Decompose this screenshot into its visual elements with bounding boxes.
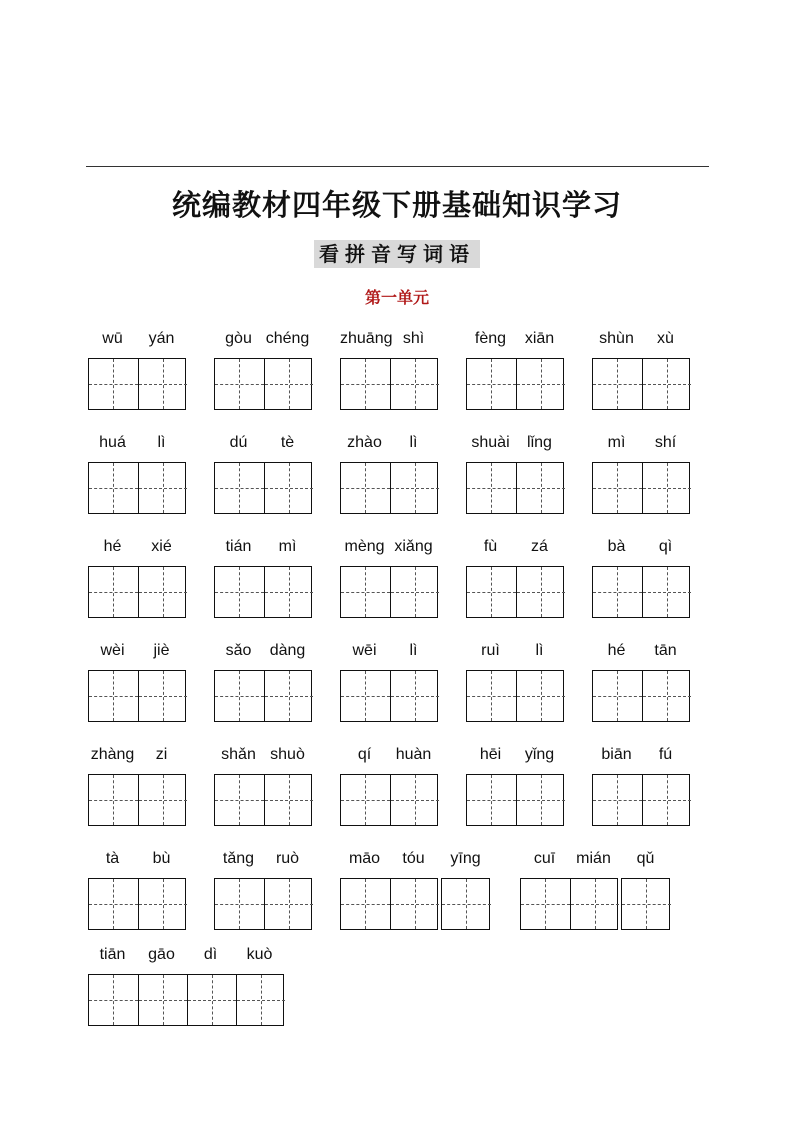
grid-group-border	[214, 670, 312, 722]
grid-group-border	[214, 566, 312, 618]
grid-group-border	[88, 670, 186, 722]
tianzige-cell[interactable]	[138, 671, 187, 721]
tianzige-cell[interactable]	[442, 879, 491, 929]
grid-dash-horizontal	[188, 1000, 236, 1001]
grid-dash-horizontal	[265, 696, 313, 697]
tianzige-cell[interactable]	[89, 879, 138, 929]
grid-dash-horizontal	[643, 592, 691, 593]
grid-dash-horizontal	[467, 488, 516, 489]
tianzige-cell[interactable]	[390, 359, 439, 409]
grid-dash-vertical	[617, 567, 618, 617]
grid-dash-vertical	[239, 463, 240, 513]
grid-dash-horizontal	[89, 696, 138, 697]
grid-dash-vertical	[163, 879, 164, 929]
tianzige-cell[interactable]	[215, 567, 264, 617]
grid-dash-vertical	[415, 567, 416, 617]
grid-dash-vertical	[289, 567, 290, 617]
tianzige-cell[interactable]	[642, 359, 691, 409]
grid-dash-horizontal	[391, 696, 439, 697]
pinyin-syllable: wēi	[352, 642, 377, 659]
grid-dash-vertical	[113, 671, 114, 721]
pinyin-syllable: xiǎng	[394, 538, 433, 555]
grid-group-border	[88, 974, 284, 1026]
tianzige-cell[interactable]	[341, 359, 390, 409]
grid-dash-vertical	[365, 775, 366, 825]
grid-dash-vertical	[617, 463, 618, 513]
grid-dash-horizontal	[593, 384, 642, 385]
pinyin-syllable: cuī	[533, 850, 556, 867]
unit-heading: 第一单元	[364, 288, 429, 307]
grid-group-border	[466, 462, 564, 514]
grid-dash-horizontal	[517, 488, 565, 489]
tianzige-cell[interactable]	[593, 671, 642, 721]
tianzige-cell[interactable]	[467, 775, 516, 825]
tianzige-cell[interactable]	[89, 671, 138, 721]
grid-group-border	[466, 358, 564, 410]
tianzige-cell[interactable]	[89, 775, 138, 825]
grid-dash-horizontal	[517, 696, 565, 697]
pinyin-syllable: sǎo	[225, 642, 252, 659]
grid-group-border	[214, 358, 312, 410]
pinyin-syllable: huàn	[395, 746, 432, 763]
tianzige-cell[interactable]	[390, 463, 439, 513]
grid-dash-vertical	[415, 671, 416, 721]
tianzige-cell[interactable]	[390, 671, 439, 721]
grid-dash-horizontal	[517, 800, 565, 801]
grid-dash-horizontal	[89, 384, 138, 385]
pinyin-syllable: lì	[157, 434, 166, 451]
tianzige-cell[interactable]	[622, 879, 671, 929]
grid-dash-vertical	[113, 879, 114, 929]
tianzige-cell[interactable]	[642, 567, 691, 617]
pinyin-syllable: shùn	[599, 330, 634, 347]
grid-group-border	[88, 358, 186, 410]
tianzige-cell[interactable]	[187, 975, 236, 1025]
grid-dash-horizontal	[265, 488, 313, 489]
grid-group-border	[592, 774, 690, 826]
pinyin-syllable: tān	[654, 642, 677, 659]
grid-group-border	[88, 462, 186, 514]
pinyin-syllable: biān	[601, 746, 632, 763]
tianzige-cell[interactable]	[390, 879, 439, 929]
pinyin-syllable: fèng	[474, 330, 507, 347]
grid-dash-horizontal	[643, 488, 691, 489]
grid-dash-horizontal	[643, 384, 691, 385]
grid-dash-vertical	[667, 671, 668, 721]
grid-dash-vertical	[113, 463, 114, 513]
grid-group-border	[340, 670, 438, 722]
grid-dash-vertical	[491, 775, 492, 825]
grid-dash-vertical	[163, 775, 164, 825]
grid-dash-vertical	[365, 567, 366, 617]
pinyin-syllable: dàng	[269, 642, 306, 659]
pinyin-syllable: wèi	[100, 642, 125, 659]
grid-dash-vertical	[541, 359, 542, 409]
grid-dash-vertical	[289, 359, 290, 409]
grid-dash-horizontal	[215, 800, 264, 801]
grid-group-border	[592, 358, 690, 410]
tianzige-cell[interactable]	[264, 671, 313, 721]
grid-dash-horizontal	[139, 800, 187, 801]
grid-dash-vertical	[113, 359, 114, 409]
tianzige-cell[interactable]	[467, 359, 516, 409]
grid-dash-vertical	[289, 879, 290, 929]
pinyin-syllable: zi	[155, 746, 168, 763]
grid-group-border	[441, 878, 490, 930]
pinyin-syllable: mèng	[344, 538, 385, 555]
grid-dash-vertical	[491, 359, 492, 409]
pinyin-syllable: fù	[483, 538, 498, 555]
pinyin-syllable: dì	[203, 946, 218, 963]
tianzige-cell[interactable]	[215, 359, 264, 409]
pinyin-syllable: gāo	[148, 946, 175, 963]
tianzige-cell[interactable]	[138, 975, 187, 1025]
pinyin-syllable: qǔ	[636, 850, 655, 867]
tianzige-cell[interactable]	[341, 567, 390, 617]
grid-dash-vertical	[491, 463, 492, 513]
grid-dash-horizontal	[622, 904, 671, 905]
grid-dash-vertical	[113, 567, 114, 617]
grid-dash-vertical	[491, 567, 492, 617]
grid-dash-vertical	[541, 775, 542, 825]
grid-dash-horizontal	[265, 904, 313, 905]
pinyin-syllable: mì	[278, 538, 297, 555]
tianzige-cell[interactable]	[516, 463, 565, 513]
grid-dash-horizontal	[215, 904, 264, 905]
grid-group-border	[214, 462, 312, 514]
tianzige-cell[interactable]	[642, 671, 691, 721]
pinyin-syllable: dú	[229, 434, 248, 451]
tianzige-cell[interactable]	[264, 463, 313, 513]
grid-dash-vertical	[239, 359, 240, 409]
pinyin-syllable: tiān	[99, 946, 126, 963]
grid-dash-horizontal	[237, 1000, 285, 1001]
tianzige-cell[interactable]	[593, 567, 642, 617]
grid-group-border	[340, 358, 438, 410]
grid-dash-horizontal	[89, 904, 138, 905]
grid-dash-horizontal	[265, 800, 313, 801]
grid-group-border	[466, 670, 564, 722]
grid-dash-vertical	[365, 671, 366, 721]
grid-dash-vertical	[541, 567, 542, 617]
grid-dash-vertical	[212, 975, 213, 1025]
grid-dash-horizontal	[89, 1000, 138, 1001]
tianzige-cell[interactable]	[264, 775, 313, 825]
tianzige-cell[interactable]	[341, 775, 390, 825]
grid-dash-horizontal	[391, 800, 439, 801]
tianzige-cell[interactable]	[341, 879, 390, 929]
grid-group-border	[592, 566, 690, 618]
pinyin-syllable: tè	[280, 434, 295, 451]
pinyin-syllable: mì	[607, 434, 626, 451]
grid-dash-vertical	[646, 879, 647, 929]
grid-dash-horizontal	[391, 384, 439, 385]
grid-dash-vertical	[617, 671, 618, 721]
tianzige-cell[interactable]	[236, 975, 285, 1025]
grid-dash-horizontal	[391, 904, 439, 905]
grid-dash-vertical	[667, 359, 668, 409]
grid-dash-horizontal	[139, 904, 187, 905]
pinyin-syllable: zhào	[347, 434, 382, 451]
pinyin-syllable: bà	[607, 538, 626, 555]
grid-dash-vertical	[541, 671, 542, 721]
grid-dash-vertical	[466, 879, 467, 929]
grid-dash-vertical	[545, 879, 546, 929]
tianzige-cell[interactable]	[467, 567, 516, 617]
grid-dash-horizontal	[521, 904, 570, 905]
grid-dash-vertical	[163, 567, 164, 617]
pinyin-syllable: fú	[658, 746, 673, 763]
pinyin-syllable: lì	[409, 642, 418, 659]
grid-dash-horizontal	[215, 384, 264, 385]
grid-dash-horizontal	[341, 904, 390, 905]
pinyin-syllable: lì	[409, 434, 418, 451]
grid-dash-horizontal	[571, 904, 619, 905]
tianzige-cell[interactable]	[264, 567, 313, 617]
grid-dash-horizontal	[467, 800, 516, 801]
pinyin-syllable: shuò	[270, 746, 305, 763]
tianzige-cell[interactable]	[390, 775, 439, 825]
tianzige-cell[interactable]	[215, 775, 264, 825]
grid-dash-horizontal	[467, 384, 516, 385]
grid-dash-horizontal	[593, 800, 642, 801]
grid-group-border	[340, 566, 438, 618]
tianzige-cell[interactable]	[467, 671, 516, 721]
grid-dash-vertical	[595, 879, 596, 929]
pinyin-syllable: kuò	[246, 946, 273, 963]
grid-dash-vertical	[239, 879, 240, 929]
grid-group-border	[340, 462, 438, 514]
section-subtitle: 看拼音写词语	[314, 240, 480, 268]
tianzige-cell[interactable]	[138, 775, 187, 825]
tianzige-cell[interactable]	[390, 567, 439, 617]
pinyin-syllable: zhuāng	[340, 330, 393, 347]
grid-dash-vertical	[163, 463, 164, 513]
tianzige-cell[interactable]	[570, 879, 619, 929]
grid-dash-vertical	[365, 463, 366, 513]
grid-dash-vertical	[415, 775, 416, 825]
grid-dash-horizontal	[139, 488, 187, 489]
grid-dash-vertical	[163, 359, 164, 409]
grid-dash-vertical	[239, 567, 240, 617]
grid-dash-vertical	[667, 775, 668, 825]
grid-dash-vertical	[163, 975, 164, 1025]
grid-dash-horizontal	[593, 488, 642, 489]
grid-dash-vertical	[365, 879, 366, 929]
tianzige-cell[interactable]	[138, 359, 187, 409]
grid-dash-vertical	[239, 671, 240, 721]
grid-group-border	[621, 878, 670, 930]
pinyin-syllable: tián	[225, 538, 252, 555]
grid-dash-horizontal	[89, 800, 138, 801]
pinyin-syllable: chéng	[265, 330, 310, 347]
grid-dash-horizontal	[341, 696, 390, 697]
grid-dash-horizontal	[265, 384, 313, 385]
grid-group-border	[214, 878, 312, 930]
pinyin-syllable: bù	[152, 850, 171, 867]
pinyin-syllable: shǎn	[221, 746, 256, 763]
tianzige-cell[interactable]	[89, 359, 138, 409]
pinyin-syllable: yán	[148, 330, 175, 347]
tianzige-cell[interactable]	[341, 671, 390, 721]
grid-dash-vertical	[617, 359, 618, 409]
tianzige-cell[interactable]	[593, 463, 642, 513]
tianzige-cell[interactable]	[521, 879, 570, 929]
tianzige-cell[interactable]	[264, 879, 313, 929]
grid-dash-horizontal	[467, 696, 516, 697]
grid-dash-vertical	[113, 975, 114, 1025]
pinyin-syllable: xié	[151, 538, 172, 555]
grid-dash-vertical	[415, 879, 416, 929]
grid-dash-vertical	[113, 775, 114, 825]
pinyin-syllable: tǎng	[222, 850, 255, 867]
tianzige-cell[interactable]	[89, 463, 138, 513]
pinyin-syllable: hé	[103, 538, 122, 555]
grid-dash-horizontal	[467, 592, 516, 593]
grid-dash-vertical	[163, 671, 164, 721]
pinyin-syllable: mián	[576, 850, 611, 867]
grid-dash-vertical	[289, 671, 290, 721]
grid-dash-horizontal	[139, 592, 187, 593]
grid-group-border	[88, 774, 186, 826]
tianzige-cell[interactable]	[138, 463, 187, 513]
tianzige-cell[interactable]	[593, 775, 642, 825]
tianzige-cell[interactable]	[138, 567, 187, 617]
pinyin-syllable: huá	[99, 434, 126, 451]
grid-dash-vertical	[541, 463, 542, 513]
grid-dash-horizontal	[341, 384, 390, 385]
tianzige-cell[interactable]	[642, 775, 691, 825]
grid-dash-horizontal	[341, 800, 390, 801]
grid-group-border	[466, 774, 564, 826]
grid-dash-horizontal	[139, 384, 187, 385]
pinyin-syllable: ruò	[275, 850, 300, 867]
pinyin-syllable: shì	[402, 330, 425, 347]
grid-dash-vertical	[667, 567, 668, 617]
grid-dash-horizontal	[265, 592, 313, 593]
grid-dash-horizontal	[643, 800, 691, 801]
grid-dash-horizontal	[391, 592, 439, 593]
grid-dash-vertical	[667, 463, 668, 513]
grid-dash-vertical	[289, 463, 290, 513]
grid-group-border	[520, 878, 618, 930]
tianzige-cell[interactable]	[215, 879, 264, 929]
tianzige-cell[interactable]	[516, 567, 565, 617]
tianzige-cell[interactable]	[642, 463, 691, 513]
pinyin-syllable: zhàng	[90, 746, 135, 763]
tianzige-cell[interactable]	[516, 671, 565, 721]
grid-group-border	[592, 462, 690, 514]
pinyin-syllable: tà	[105, 850, 120, 867]
tianzige-cell[interactable]	[516, 775, 565, 825]
pinyin-syllable: qì	[658, 538, 673, 555]
pinyin-syllable: ruì	[481, 642, 500, 659]
pinyin-syllable: shuài	[471, 434, 510, 451]
tianzige-cell[interactable]	[593, 359, 642, 409]
grid-dash-horizontal	[215, 488, 264, 489]
subtitle-wrap	[0, 240, 794, 268]
grid-dash-horizontal	[139, 696, 187, 697]
pinyin-syllable: xù	[657, 330, 674, 347]
top-rule	[86, 166, 709, 167]
pinyin-syllable: hé	[607, 642, 626, 659]
grid-dash-horizontal	[442, 904, 491, 905]
grid-dash-horizontal	[89, 592, 138, 593]
tianzige-cell[interactable]	[341, 463, 390, 513]
grid-dash-horizontal	[517, 592, 565, 593]
grid-dash-vertical	[365, 359, 366, 409]
grid-dash-vertical	[415, 463, 416, 513]
pinyin-syllable: tóu	[402, 850, 425, 867]
grid-dash-horizontal	[215, 592, 264, 593]
grid-dash-horizontal	[341, 488, 390, 489]
grid-dash-vertical	[261, 975, 262, 1025]
grid-dash-horizontal	[341, 592, 390, 593]
grid-group-border	[340, 878, 438, 930]
tianzige-cell[interactable]	[89, 567, 138, 617]
tianzige-cell[interactable]	[264, 359, 313, 409]
tianzige-cell[interactable]	[89, 975, 138, 1025]
pinyin-syllable: wū	[102, 330, 123, 347]
tianzige-cell[interactable]	[215, 463, 264, 513]
grid-group-border	[340, 774, 438, 826]
tianzige-cell[interactable]	[516, 359, 565, 409]
pinyin-syllable: yīng	[450, 850, 481, 867]
grid-group-border	[88, 878, 186, 930]
grid-dash-vertical	[239, 775, 240, 825]
tianzige-cell[interactable]	[215, 671, 264, 721]
pinyin-syllable: gòu	[225, 330, 252, 347]
grid-group-border	[592, 670, 690, 722]
grid-group-border	[88, 566, 186, 618]
pinyin-syllable: yǐng	[524, 746, 555, 763]
pinyin-syllable: shí	[654, 434, 677, 451]
page-title: 统编教材四年级下册基础知识学习	[171, 188, 622, 222]
pinyin-syllable: hēi	[479, 746, 502, 763]
grid-dash-horizontal	[517, 384, 565, 385]
grid-dash-vertical	[491, 671, 492, 721]
grid-dash-vertical	[415, 359, 416, 409]
grid-dash-vertical	[289, 775, 290, 825]
grid-dash-vertical	[617, 775, 618, 825]
pinyin-syllable: xiān	[524, 330, 555, 347]
pinyin-syllable: jiè	[153, 642, 170, 659]
grid-dash-horizontal	[391, 488, 439, 489]
tianzige-cell[interactable]	[467, 463, 516, 513]
grid-dash-horizontal	[139, 1000, 187, 1001]
pinyin-syllable: zá	[531, 538, 548, 555]
grid-dash-horizontal	[89, 488, 138, 489]
grid-dash-horizontal	[593, 696, 642, 697]
grid-dash-horizontal	[643, 696, 691, 697]
pinyin-syllable: lì	[535, 642, 544, 659]
grid-group-border	[214, 774, 312, 826]
pinyin-syllable: qí	[357, 746, 372, 763]
pinyin-syllable: māo	[348, 850, 381, 867]
pinyin-syllable: lǐng	[527, 434, 552, 451]
tianzige-cell[interactable]	[138, 879, 187, 929]
grid-group-border	[466, 566, 564, 618]
grid-dash-horizontal	[593, 592, 642, 593]
grid-dash-horizontal	[215, 696, 264, 697]
